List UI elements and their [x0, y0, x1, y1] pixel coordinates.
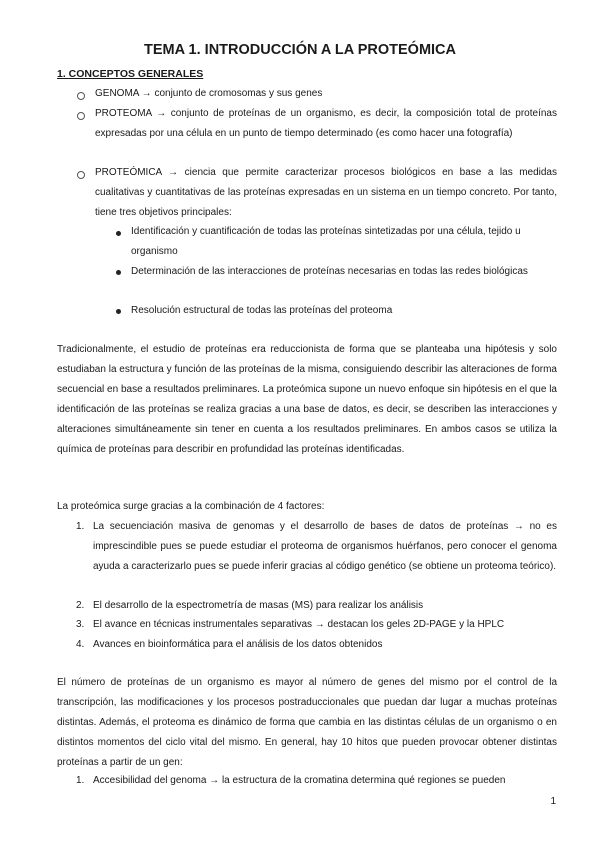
paragraph: Tradicionalmente, el estudio de proteínas era reduccionista de forma que se planteaba una hipótesis y solo estudiaban la estructura y función de las proteínas de la misma, consiguiendo describir las alteraciones de forma secuencial en base a resultados preliminares. La proteómica supone un nuevo enfoque sin hipótesis en el que la identificación de las proteínas se realiza gracias a una base de datos, es decir, se describen las interacciones y alteraciones simultáneamente sin tener en cuenta a los resultados preliminares. En ambos casos se utiliza la química de proteínas para describir en profundidad las proteínas identificadas. [57, 344, 557, 455]
concept-item: PROTEÓMICA → ciencia que permite caracterizar procesos biológicos en base a las medidas cualitativas y cuantitativas de las proteínas expresadas en un sistema en un tiempo concreto. Por tanto, tiene tres objetivos principales: [95, 167, 557, 218]
circle-bullet-icon [77, 92, 85, 100]
dot-bullet-icon [116, 270, 121, 275]
circle-bullet-icon [77, 112, 85, 120]
circle-bullet-icon [77, 171, 85, 179]
objective-item: Identificación y cuantificación de todas las proteínas sintetizadas por una célula, tejido u organismo [131, 226, 521, 257]
factor-item: El desarrollo de la espectrometría de masas (MS) para realizar los análisis [93, 600, 424, 611]
list-number: 1. [76, 521, 85, 532]
list-number: 1. [76, 775, 85, 786]
factor-item: Avances en bioinformática para el análisis de los datos obtenidos [93, 639, 383, 650]
paragraph: La proteómica surge gracias a la combinación de 4 factores: [57, 501, 325, 512]
paragraph: El número de proteínas de un organismo es mayor al número de genes del mismo por el control de la transcripción, las modificaciones y los procesos postraduccionales que puedan dar lugar a muchas proteínas distintas. Además, el proteoma es dinámico de forma que cambia en las distintas células de un organismo o en distintos momentos del ciclo vital del mismo. En general, hay 10 hitos que pueden provocar obtener distintas proteínas a partir de un gen: [57, 677, 557, 768]
dot-bullet-icon [116, 309, 121, 314]
concept-item: GENOMA → conjunto de cromosomas y sus genes [95, 88, 323, 99]
hito-item: Accesibilidad del genoma → la estructura de la cromatina determina qué regiones se pueden [93, 775, 506, 786]
concept-item: PROTEOMA → conjunto de proteínas de un organismo, es decir, la composición total de proteínas expresadas por una célula en un punto de tiempo determinado (es como hacer una fotografía) [95, 108, 557, 139]
page-number: 1 [550, 796, 556, 807]
dot-bullet-icon [116, 231, 121, 236]
list-number: 2. [76, 600, 85, 611]
objective-item: Resolución estructural de todas las proteínas del proteoma [131, 305, 393, 316]
page-title: TEMA 1. INTRODUCCIÓN A LA PROTEÓMICA [143, 42, 456, 58]
list-number: 4. [76, 639, 85, 650]
factor-item: El avance en técnicas instrumentales separativas → destacan los geles 2D-PAGE y la HPLC [93, 619, 505, 630]
objective-item: Determinación de las interacciones de proteínas necesarias en todas las redes biológicas [131, 266, 528, 277]
section-heading: 1. CONCEPTOS GENERALES [57, 68, 204, 80]
factor-item: La secuenciación masiva de genomas y el desarrollo de bases de datos de proteínas → no es imprescindible pues se puede estudiar el proteoma de organismos huérfanos, pero conocer el genoma ayuda a caracterizarlo pues se puede inferir gracias al código genético (se obtiene un proteoma teórico). [93, 521, 557, 572]
list-number: 3. [76, 619, 85, 630]
